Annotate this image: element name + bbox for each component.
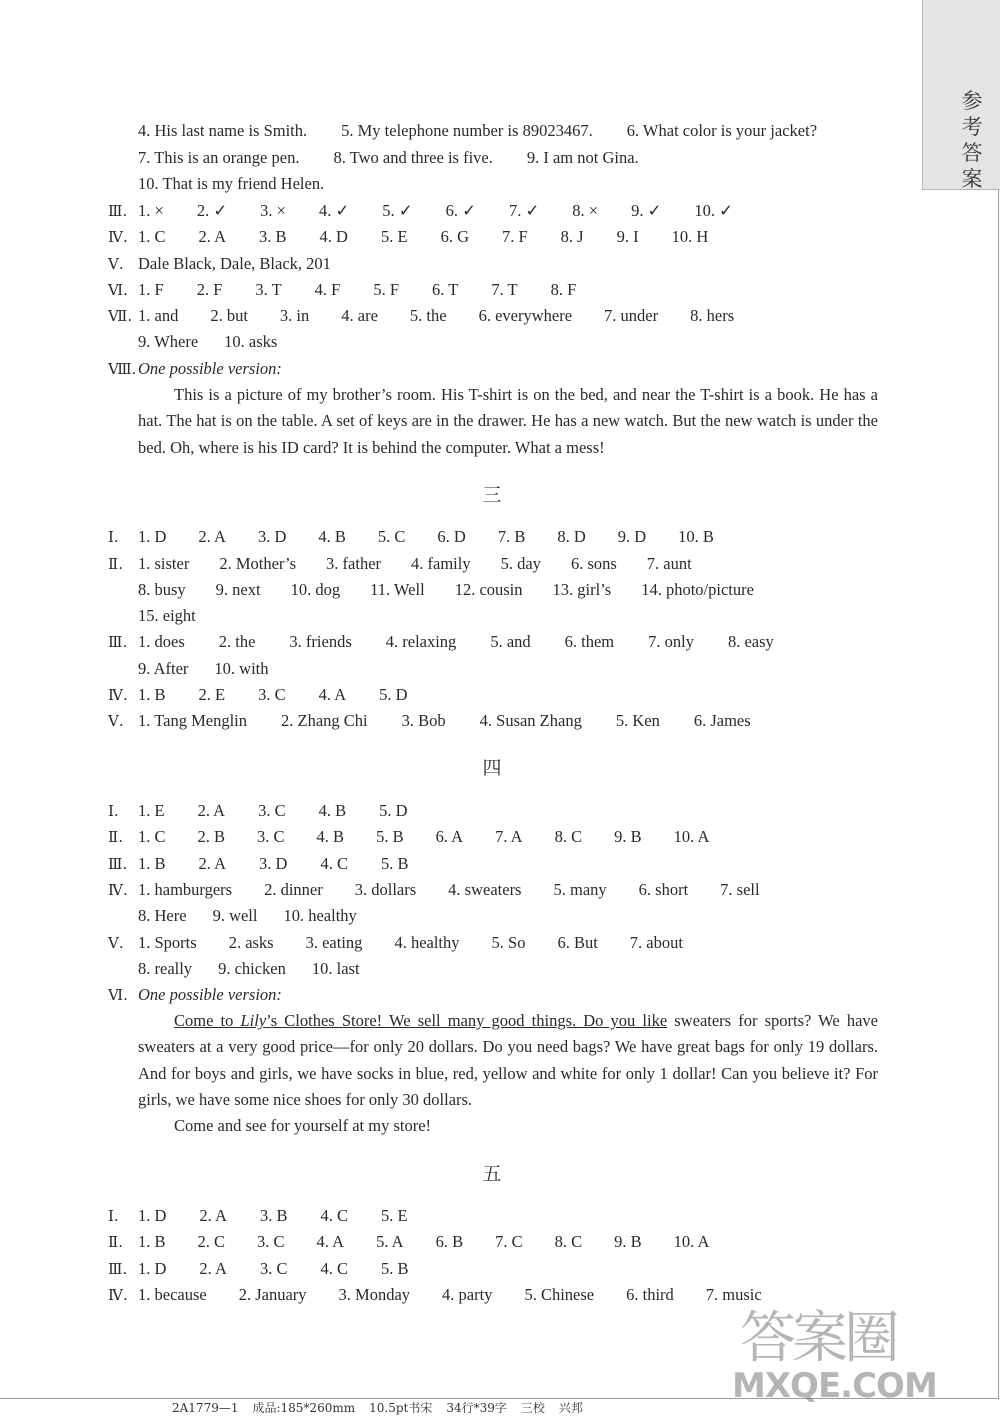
answer-item: 4. B	[318, 527, 346, 546]
section-heading: 三	[482, 484, 502, 506]
text-run: Come to	[174, 1011, 241, 1030]
answer-item: 4. Susan Zhang	[479, 711, 582, 730]
answer-item: 5. many	[553, 880, 607, 899]
answer-item: 3. in	[279, 306, 310, 325]
answer-item: 6. them	[564, 632, 615, 651]
answer-item: 4. A	[318, 685, 347, 704]
answer-item: 9. After	[138, 659, 189, 678]
answer-item: 7. T	[491, 280, 518, 299]
answer-item: 4. ✓	[318, 201, 350, 220]
answer-item: 10. dog	[290, 580, 341, 599]
version-label: One possible version:	[138, 985, 282, 1004]
answer-item: 5. C	[377, 527, 406, 546]
answer-item: 7. sell	[720, 880, 760, 899]
answer-item: 6. G	[440, 227, 469, 246]
answer-item: 10. healthy	[283, 906, 357, 925]
paragraph-text: This is a picture of my brother’s room. His T-shirt is on the bed, and near the T-shirt is a book. He has a hat. The hat is on the table. A set of keys are in the drawer. He has a new watch. But the new watch is under the bed. Oh, where is his ID card? It is behind the computer. What a mess!	[138, 385, 878, 457]
answer-item: 4. F	[314, 280, 341, 299]
answer-item: 10. ✓	[694, 201, 733, 220]
answer-item: 4. B	[318, 801, 347, 820]
answer-item: 7. C	[495, 1232, 523, 1251]
answer-item: 11. Well	[370, 580, 425, 599]
answer-item: 8. busy	[138, 580, 186, 599]
answer-item: 8. ×	[572, 201, 599, 220]
part-II	[108, 824, 735, 850]
answer-item: 2. F	[196, 280, 223, 299]
answer-line	[138, 145, 665, 171]
answer-item: 5. B	[380, 1259, 409, 1278]
answer-item: 1. because	[138, 1285, 207, 1304]
answer-item: 1. E	[138, 801, 165, 820]
part-IV	[108, 224, 734, 250]
version-label: One possible version:	[138, 359, 282, 378]
print-footer	[172, 1399, 597, 1416]
answer-item: 7. only	[648, 632, 694, 651]
footer-text: 10.5pt书宋	[369, 1401, 433, 1415]
answer-item: 2. asks	[228, 933, 274, 952]
part-number: Ⅴ.	[108, 712, 124, 730]
answer-item: 9. next	[215, 580, 261, 599]
answer-item: 3. C	[257, 1232, 285, 1251]
answer-item: 8. easy	[727, 632, 774, 651]
part-number: Ⅱ.	[108, 828, 123, 846]
answer-item: 7. ✓	[508, 201, 540, 220]
answer-item: 14. photo/picture	[641, 580, 754, 599]
answer-item: 1. sister	[138, 554, 190, 573]
answer-item: 2. A	[198, 854, 227, 873]
answer-item: 5. ✓	[382, 201, 413, 220]
part-IV	[108, 877, 786, 903]
watermark	[732, 1294, 982, 1406]
part-V	[108, 251, 357, 277]
answer-item: 3. C	[258, 685, 286, 704]
side-tab-char: 答	[961, 141, 983, 165]
answer-item: 1. Sports	[138, 933, 197, 952]
answer-item: 10. asks	[224, 332, 278, 351]
part-II	[108, 551, 718, 577]
answer-item: 6. everywhere	[478, 306, 573, 325]
footer-text: 成品:185*260mm	[252, 1401, 356, 1415]
answer-item: 3. B	[259, 227, 287, 246]
part-V	[108, 930, 709, 956]
answer-item: 6. sons	[570, 554, 617, 573]
footer-text: 34行*39字	[446, 1401, 507, 1415]
part-VI	[108, 277, 602, 303]
answer-item: 4. D	[319, 227, 348, 246]
part-number: Ⅲ.	[108, 202, 128, 220]
answer-item: 1. B	[138, 854, 166, 873]
part-number: Ⅰ.	[108, 1207, 119, 1225]
answer-item: 2. the	[218, 632, 256, 651]
answer-item: 4. healthy	[394, 933, 460, 952]
answer-item: 3. friends	[289, 632, 352, 651]
sample-paragraph	[138, 382, 878, 461]
answer-item: 4. sweaters	[448, 880, 522, 899]
sample-paragraph	[138, 1008, 878, 1139]
answer-item: 4. B	[316, 827, 345, 846]
answer-item: 7. F	[501, 227, 528, 246]
answer-item: 9. I am not Gina.	[526, 148, 639, 167]
answer-item: 2. C	[197, 1232, 226, 1251]
answer-item: 9. B	[614, 827, 642, 846]
answer-item: 7. This is an orange pen.	[138, 148, 300, 167]
part-I	[108, 798, 434, 824]
answer-item: 1. F	[138, 280, 164, 299]
answer-item: 8. Two and three is five.	[333, 148, 493, 167]
answer-item: 4. C	[320, 1206, 348, 1225]
answer-item: 2. A	[199, 1206, 227, 1225]
answer-item: 7. B	[497, 527, 526, 546]
answer-item: 5. and	[490, 632, 531, 651]
answer-line	[138, 656, 295, 682]
answer-item: 3. T	[255, 280, 282, 299]
answer-item: 6. But	[557, 933, 598, 952]
side-tab-char: 考	[961, 115, 983, 139]
part-III	[108, 1256, 434, 1282]
answer-item: 9. I	[616, 227, 639, 246]
watermark-logo: 答案圈	[740, 1306, 896, 1371]
answer-item: 6. A	[435, 827, 464, 846]
answer-item: 2. ✓	[196, 201, 228, 220]
answer-line	[138, 118, 843, 144]
answer-item: 1. C	[138, 227, 166, 246]
answer-item: 10. A	[673, 1232, 710, 1251]
answer-item: Dale Black, Dale, Black, 201	[138, 254, 331, 273]
footer-text: 2A1779—1	[172, 1401, 239, 1415]
paragraph-text	[138, 1008, 878, 1113]
answer-item: 4. C	[320, 1259, 348, 1278]
part-number: Ⅳ.	[108, 686, 128, 704]
answer-item: 7. music	[705, 1285, 762, 1304]
part-number: Ⅴ.	[108, 255, 124, 273]
answer-item: 5. So	[491, 933, 526, 952]
answer-item: 8. really	[138, 959, 193, 978]
answer-item: 1. does	[138, 632, 185, 651]
answer-line	[138, 171, 350, 197]
text-run: ’s Clothes Store! We sell many good things. Do you like	[266, 1011, 668, 1030]
answer-item: 6. third	[626, 1285, 674, 1304]
part-number: Ⅱ.	[108, 1233, 123, 1251]
answer-item: 9. D	[617, 527, 647, 546]
answer-item: 4. family	[411, 554, 471, 573]
paragraph-text: Come and see for yourself at my store!	[174, 1116, 432, 1136]
answer-item: 10. A	[673, 827, 710, 846]
section-heading: 四	[482, 757, 502, 779]
answer-item: 8. C	[554, 827, 583, 846]
answer-item: 5. the	[409, 306, 447, 325]
answer-item: 7. A	[495, 827, 523, 846]
answer-item: 10. H	[671, 227, 709, 246]
answer-item: 5. Ken	[615, 711, 660, 730]
answer-item: 4. C	[320, 854, 348, 873]
answer-item: 12. cousin	[454, 580, 523, 599]
answer-item: 3. C	[257, 827, 285, 846]
answer-item: 2. B	[197, 827, 226, 846]
answer-item: 10. That is my friend Helen.	[138, 174, 325, 193]
part-number: Ⅷ.	[108, 360, 137, 378]
text-run: sweaters for sports? We have sweaters at a very good price—for only 20 dollars. Do you need bags? We have great bags for only 19 dollars. And for boys and girls, we have socks in blue, red, yellow and white for only 1 dollar! Can you believe it? For girls, we have some nice shoes for only 30 dollars.	[138, 1011, 879, 1109]
answer-item: 7. aunt	[646, 554, 692, 573]
answer-item: 4. A	[316, 1232, 345, 1251]
answer-item: 5. My telephone number is 89023467.	[341, 121, 593, 140]
part-number: Ⅶ.	[108, 307, 133, 325]
part-number: Ⅰ.	[108, 802, 119, 820]
answer-item: 2. but	[210, 306, 248, 325]
part-I	[108, 1203, 434, 1229]
side-tab	[922, 0, 1000, 190]
answer-line	[138, 603, 222, 629]
answer-item: 1. D	[138, 1259, 167, 1278]
answer-item: 3. B	[259, 1206, 288, 1225]
answer-item: 5. B	[380, 854, 409, 873]
answer-item: 10. last	[311, 959, 360, 978]
answer-item: 9. well	[212, 906, 258, 925]
answer-item: 3. Monday	[338, 1285, 411, 1304]
answer-item: 9. B	[614, 1232, 642, 1251]
answer-item: 3. eating	[305, 933, 363, 952]
part-number: Ⅲ.	[108, 1260, 128, 1278]
answer-item: 2. dinner	[264, 880, 323, 899]
answer-item: 1. D	[138, 527, 167, 546]
footer-text: 兴邦	[558, 1401, 583, 1415]
answer-item: 2. A	[197, 801, 226, 820]
answer-item: 5. D	[379, 685, 408, 704]
part-number: Ⅳ.	[108, 1286, 128, 1304]
answer-item: 6. D	[437, 527, 466, 546]
answer-item: 9. Where	[138, 332, 199, 351]
part-VI	[108, 982, 282, 1008]
answer-item: 1. D	[138, 1206, 167, 1225]
answer-line	[138, 903, 383, 929]
part-number: Ⅰ.	[108, 528, 119, 546]
answer-item: 5. B	[376, 827, 404, 846]
watermark-url: MXQE.COM	[732, 1366, 937, 1406]
answer-item: 3. father	[326, 554, 382, 573]
answer-item: 4. His last name is Smith.	[138, 121, 308, 140]
part-number: Ⅳ.	[108, 881, 128, 899]
part-III	[108, 851, 434, 877]
answer-item: 4. party	[442, 1285, 493, 1304]
answer-item: 3. D	[257, 527, 287, 546]
answer-item: 5. F	[373, 280, 400, 299]
part-number: Ⅵ.	[108, 986, 128, 1004]
side-tab-label	[956, 88, 988, 192]
answer-item: 3. dollars	[354, 880, 417, 899]
answer-item: 6. B	[435, 1232, 464, 1251]
section-heading: 五	[482, 1163, 502, 1185]
answer-line	[138, 577, 780, 603]
answer-item: 7. under	[604, 306, 659, 325]
answer-item: 8. F	[550, 280, 577, 299]
answer-item: 5. E	[380, 227, 408, 246]
answer-item: 5. D	[379, 801, 408, 820]
answer-item: 6. James	[693, 711, 751, 730]
answer-item: 13. girl’s	[552, 580, 612, 599]
answer-item: 8. J	[560, 227, 584, 246]
answer-item: 10. B	[678, 527, 714, 546]
part-number: Ⅵ.	[108, 281, 128, 299]
answer-item: 1. Tang Menglin	[138, 711, 247, 730]
answer-item: 6. What color is your jacket?	[626, 121, 818, 140]
answer-item: 1. B	[138, 1232, 166, 1251]
answer-item: 9. chicken	[218, 959, 286, 978]
answer-item: 2. Mother’s	[219, 554, 297, 573]
part-VIII	[108, 356, 282, 382]
part-number: Ⅲ.	[108, 855, 128, 873]
underlined-text	[174, 1011, 667, 1030]
answer-item: 5. A	[376, 1232, 404, 1251]
part-VII	[108, 303, 760, 329]
answer-item: 3. Bob	[401, 711, 446, 730]
answer-item: 3. ×	[260, 201, 286, 220]
answer-item: 1. B	[138, 685, 166, 704]
answer-item: 2. A	[198, 527, 226, 546]
part-IV	[108, 1282, 788, 1308]
side-tab-char: 参	[961, 89, 983, 113]
answer-item: 2. Zhang Chi	[281, 711, 368, 730]
answer-line	[138, 956, 386, 982]
answer-item: 3. C	[259, 1259, 288, 1278]
text-run: Lily	[240, 1011, 267, 1030]
answer-line	[138, 329, 303, 355]
part-I	[108, 524, 740, 550]
answer-item: 3. D	[259, 854, 288, 873]
answer-item: 6. short	[638, 880, 689, 899]
answer-item: 4. are	[341, 306, 378, 325]
answer-item: 5. E	[380, 1206, 408, 1225]
part-III	[108, 629, 800, 655]
answer-item: 5. day	[500, 554, 541, 573]
answer-item: 15. eight	[138, 606, 196, 625]
answer-item: 2. January	[238, 1285, 307, 1304]
answer-item: 7. about	[629, 933, 683, 952]
answer-item: 6. T	[432, 280, 459, 299]
answer-item: 1. ×	[138, 201, 164, 220]
side-tab-char: 案	[961, 167, 983, 191]
answer-item: 3. C	[258, 801, 286, 820]
answer-item: 5. Chinese	[524, 1285, 595, 1304]
part-IV	[108, 682, 434, 708]
part-number: Ⅲ.	[108, 633, 128, 651]
part-number: Ⅳ.	[108, 228, 128, 246]
answer-item: 4. relaxing	[385, 632, 457, 651]
answer-item: 1. hamburgers	[138, 880, 233, 899]
answer-item: 2. A	[199, 1259, 227, 1278]
part-III	[108, 198, 759, 224]
part-number: Ⅴ.	[108, 934, 124, 952]
answer-item: 9. ✓	[631, 201, 662, 220]
answer-item: 8. C	[554, 1232, 583, 1251]
answer-item: 1. C	[138, 827, 166, 846]
answer-item: 8. hers	[690, 306, 735, 325]
answer-item: 1. and	[138, 306, 179, 325]
part-number: Ⅱ.	[108, 555, 123, 573]
part-II	[108, 1229, 735, 1255]
footer-text: 三校	[520, 1401, 545, 1415]
answer-item: 2. A	[198, 227, 227, 246]
answer-item: 6. ✓	[445, 201, 476, 220]
answer-item: 2. E	[198, 685, 226, 704]
answer-item: 10. with	[214, 659, 269, 678]
answer-item: 8. D	[557, 527, 586, 546]
answer-item: 8. Here	[138, 906, 187, 925]
part-V	[108, 708, 777, 734]
